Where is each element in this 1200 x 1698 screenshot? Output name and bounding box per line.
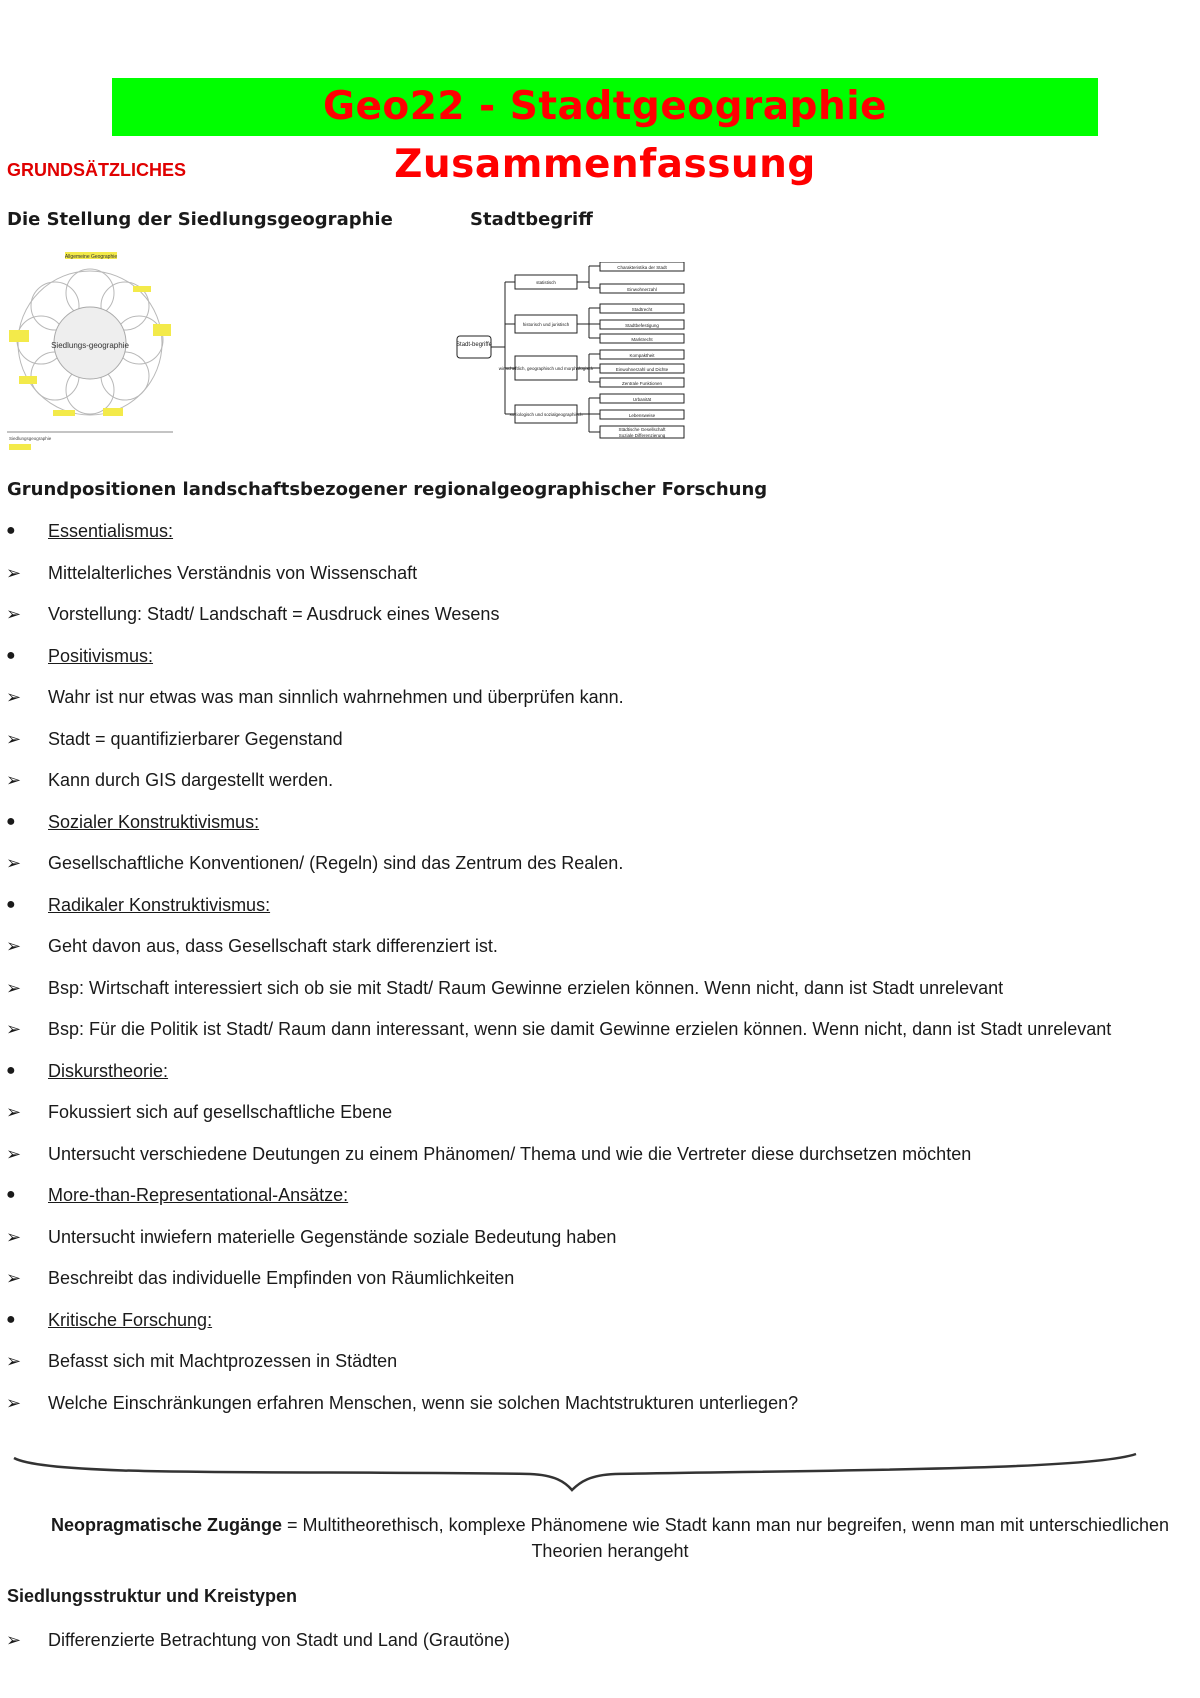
arrow-bullet-icon: ➢ (6, 770, 22, 790)
bullet-dot-icon: ● (6, 812, 16, 830)
arrow-bullet-icon: ➢ (6, 1226, 22, 1247)
tree-leaf: Soziale Differenzierung (618, 433, 666, 438)
tree-group-2: historisch und juristisch (522, 322, 570, 327)
tree-leaf: Charakteristika der Stadt (617, 265, 667, 270)
diagram-center-label: Siedlungs-geographie (51, 341, 129, 350)
list-item-text: Kann durch GIS dargestellt werden. (48, 770, 334, 790)
list-item (0, 768, 1170, 792)
arrow-bullet-icon: ➢ (6, 728, 22, 749)
list-item-text: Bsp: Für die Politik ist Stadt/ Raum dann interessant, wenn sie damit Gewinne erzielen können. Wenn nicht, dann ist Stadt unrelevant (48, 1019, 1112, 1039)
tree-leaf: Städtische Gesellschaft (618, 427, 666, 432)
document-title: Geo22 - Stadtgeographie Zusammenfassung (112, 78, 1098, 136)
arrow-bullet-icon: ➢ (6, 687, 22, 707)
list-item-text: Kritische Forschung: (48, 1309, 213, 1330)
list-item-text: Positivismus: (48, 645, 154, 666)
diagram-note-label: Siedlungsgeographie (9, 436, 52, 441)
list-item-text: Befasst sich mit Machtprozessen in Städten (48, 1351, 398, 1371)
list-item-text: Radikaler Konstruktivismus: (48, 894, 271, 915)
list-item-text: Stadt = quantifizierbarer Gegenstand (48, 728, 343, 749)
list-item (0, 934, 1170, 958)
arrow-bullet-icon: ➢ (6, 1630, 22, 1650)
list-item-text: Sozialer Konstruktivismus: (48, 811, 260, 832)
list-item-text: More-than-Representational-Ansätze: (48, 1185, 349, 1205)
subheading-grundpositionen: Grundpositionen landschaftsbezogener regionalgeographischer Forschung (7, 479, 768, 500)
stadtbegriff-diagram (455, 262, 695, 440)
list-item-text: Wahr ist nur etwas was man sinnlich wahrnehmen und überprüfen kann. (48, 687, 624, 707)
arrow-bullet-icon: ➢ (6, 1392, 22, 1413)
tree-leaf: Stadtbefestigung (625, 323, 659, 328)
subheading-siedlungsgeographie: Die Stellung der Siedlungsgeographie (7, 209, 393, 230)
bullet-dot-icon: ● (6, 1061, 16, 1079)
tree-leaf: Stadtrecht (631, 307, 653, 312)
list-item (0, 1628, 1148, 1652)
list-item (0, 727, 1170, 751)
subheading-stadtbegriff: Stadtbegriff (470, 209, 593, 230)
list-item (0, 851, 1170, 875)
section-heading: GRUNDSÄTZLICHES (7, 160, 186, 180)
tree-root-label: Stadt-begriffe (456, 342, 492, 348)
list-item-text: Beschreibt das individuelle Empfinden von Räumlichkeiten (48, 1268, 515, 1288)
arrow-bullet-icon: ➢ (6, 1268, 22, 1288)
siedlungsstruktur-heading: Siedlungsstruktur und Kreistypen (7, 1586, 298, 1606)
bullet-dot-icon: ● (6, 646, 16, 664)
arrow-bullet-icon: ➢ (6, 853, 22, 873)
arrow-bullet-icon: ➢ (6, 1143, 22, 1164)
tree-leaf: Lebensweise (628, 413, 656, 418)
neopragmatische-term: Neopragmatische Zugänge (50, 1515, 283, 1535)
tree-leaf: Einwohnerzahl (627, 287, 657, 292)
diagram-top-label: Allgemeine Geographie (64, 254, 118, 260)
bullet-dot-icon: ● (6, 1310, 16, 1328)
list-item-text: Mittelalterliches Verständnis von Wissenschaft (48, 562, 418, 583)
tree-group-1: statistisch (536, 280, 556, 285)
list-heading-item (0, 893, 1170, 917)
grundpositionen-list (0, 519, 1170, 1432)
list-item-text: Untersucht inwiefern materielle Gegenstände soziale Bedeutung haben (48, 1226, 617, 1247)
list-heading-item (0, 810, 1170, 834)
tree-group-4: soziologisch und sozialgeographisch (509, 412, 583, 417)
list-item (0, 561, 1170, 585)
arrow-bullet-icon: ➢ (6, 562, 22, 583)
list-heading-item (0, 1308, 1170, 1332)
list-item-text: Diskurstheorie: (48, 1060, 169, 1081)
list-item-text: Untersucht verschiedene Deutungen zu einem Phänomen/ Thema und wie die Vertreter diese durchsetzen möchten (48, 1143, 972, 1164)
neopragmatische-paragraph (40, 1512, 1180, 1564)
list-item (0, 685, 1170, 709)
list-heading-item (0, 644, 1170, 668)
list-item-text: Bsp: Wirtschaft interessiert sich ob sie mit Stadt/ Raum Gewinne erzielen können. Wenn nicht, dann ist Stadt unrelevant (48, 977, 1004, 998)
arrow-bullet-icon: ➢ (6, 1019, 22, 1039)
tree-group-3: wirtschaftlich, geographisch und morphologisch (498, 366, 594, 371)
curly-brace-divider (10, 1448, 1140, 1492)
list-item-text: Welche Einschränkungen erfahren Menschen, wenn sie solchen Machtstrukturen unterliegen? (48, 1392, 799, 1413)
list-item (0, 1142, 1170, 1166)
list-item-text: Fokussiert sich auf gesellschaftliche Ebene (48, 1102, 393, 1122)
list-item-text: Vorstellung: Stadt/ Landschaft = Ausdruck eines Wesens (48, 604, 500, 624)
tree-leaf: Einwohnerzahl und Dichte (615, 367, 669, 372)
list-item (0, 1266, 1170, 1290)
list-heading-item (0, 1059, 1170, 1083)
list-heading-item (0, 519, 1170, 543)
list-item (0, 1349, 1170, 1373)
tree-leaf: Zentrale Funktionen (621, 381, 663, 386)
siedlungsgeographie-diagram (5, 248, 175, 453)
tree-leaf: Marktrecht (631, 337, 653, 342)
arrow-bullet-icon: ➢ (6, 977, 22, 998)
list-item (0, 1100, 1170, 1124)
bullet-dot-icon: ● (6, 1186, 16, 1203)
tree-leaf: Urbanität (632, 397, 652, 402)
list-item-text: Gesellschaftliche Konventionen/ (Regeln) sind das Zentrum des Realen. (48, 853, 624, 873)
list-item (0, 1017, 1170, 1041)
list-item-text: Differenzierte Betrachtung von Stadt und Land (Grautöne) (48, 1630, 510, 1650)
list-item-text: Geht davon aus, dass Gesellschaft stark differenziert ist. (48, 936, 498, 956)
tree-leaf: Kompaktheit (629, 353, 655, 358)
list-item-text: Essentialismus: (48, 521, 174, 541)
arrow-bullet-icon: ➢ (6, 936, 22, 956)
arrow-bullet-icon: ➢ (6, 1351, 22, 1371)
arrow-bullet-icon: ➢ (6, 1102, 22, 1122)
list-item (0, 602, 1170, 626)
list-item (0, 1225, 1170, 1249)
bullet-dot-icon: ● (6, 895, 16, 913)
arrow-bullet-icon: ➢ (6, 604, 22, 624)
neopragmatische-definition: = Multitheorethisch, komplexe Phänomene wie Stadt kann man nur begreifen, wenn man mit unterschiedlichen Theorien herangeht (282, 1515, 1170, 1561)
list-item (0, 1391, 1170, 1415)
list-heading-item (0, 1183, 1170, 1207)
bullet-dot-icon: ● (6, 522, 16, 539)
list-item (0, 976, 1170, 1000)
